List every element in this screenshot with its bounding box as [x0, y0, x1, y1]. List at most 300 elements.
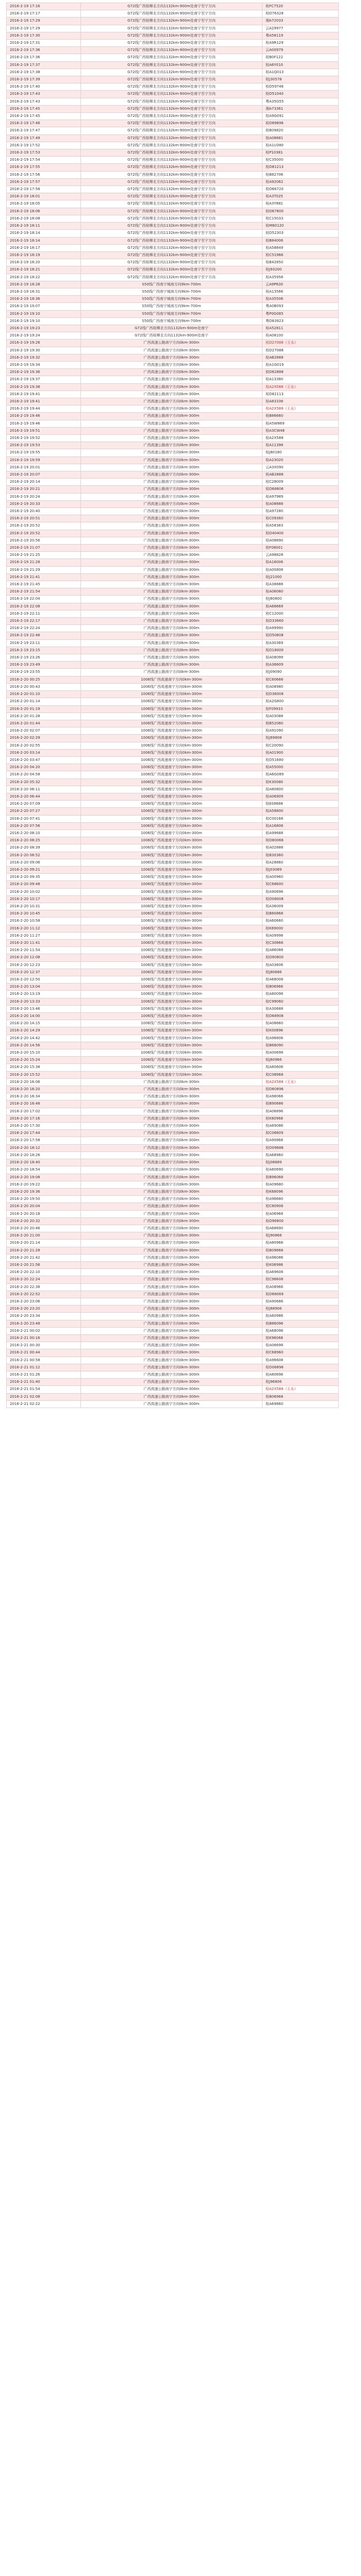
plate-cell: 桂E08688	[262, 801, 339, 808]
time-cell: 2016-2-19 17:29	[7, 25, 81, 32]
table-row	[7, 932, 339, 939]
time-cell: 2016-2-20 12:37	[7, 969, 81, 976]
table-row	[7, 764, 339, 771]
table-row	[7, 1334, 339, 1342]
location-cell: 1006线广西高速南宁方向0km-300m	[81, 881, 262, 888]
location-cell: S50线广西南宁城南方向9km-700m	[81, 281, 262, 288]
plate-cell: 桂A9G091	[262, 113, 339, 120]
location-cell: G72线广西桂柳北方向1132km-900m处南宁至宁方向	[81, 25, 262, 32]
location-cell: 广西高速公路南宁方向0km-300m	[81, 1379, 262, 1386]
table-row	[7, 134, 339, 142]
time-cell: 2016-2-19 17:39	[7, 76, 81, 83]
location-cell: 广西高速公路南宁方向0km-300m	[81, 1276, 262, 1283]
time-cell: 2016-2-19 18:14	[7, 230, 81, 237]
time-cell: 2016-2-19 17:56	[7, 171, 81, 178]
plate-cell: 云A00979	[262, 47, 339, 54]
plate-cell: 桂D66720	[262, 186, 339, 193]
plate-cell: 桂A08888	[262, 500, 339, 507]
plate-cell: 桂A08980	[262, 683, 339, 690]
location-cell: 广西高速公路南宁方向0km-300m	[81, 1115, 262, 1122]
plate-cell: 桂A80690	[262, 1166, 339, 1174]
location-cell: 1006线广西高速南宁方向0km-300m	[81, 720, 262, 727]
time-cell: 2016-2-20 08:10	[7, 829, 81, 837]
plate-cell: 桂A13380	[262, 376, 339, 383]
table-row	[7, 720, 339, 727]
plate-cell: 桂J68906	[262, 1306, 339, 1313]
location-cell: 1006线广西高速南宁方向0km-300m	[81, 801, 262, 808]
location-cell: 1006线广西高速南宁方向0km-300m	[81, 778, 262, 786]
plate-cell: 桂A58383	[262, 522, 339, 530]
table-row	[7, 888, 339, 895]
plate-cell: 桂A96806	[262, 1035, 339, 1042]
time-cell: 2016-2-20 01:14	[7, 698, 81, 705]
time-cell: 2016-2-20 10:31	[7, 903, 81, 910]
time-cell: 2016-2-19 19:32	[7, 354, 81, 361]
time-cell: 2016-2-20 22:52	[7, 1291, 81, 1298]
table-row	[7, 449, 339, 456]
plate-cell: 桂D18000	[262, 647, 339, 654]
location-cell: 广西高速公路南宁方向0km-300m	[81, 500, 262, 507]
location-cell: 广西高速公路南宁方向0km-300m	[81, 1269, 262, 1276]
time-cell: 2016-2-19 17:52	[7, 142, 81, 149]
time-cell: 2016-2-20 02:07	[7, 727, 81, 735]
table-row	[7, 200, 339, 208]
plate-cell: 桂D06896	[262, 1364, 339, 1371]
table-row	[7, 1108, 339, 1115]
plate-cell: 桂A96086	[262, 1254, 339, 1261]
table-row	[7, 1071, 339, 1078]
time-cell: 2016-2-19 20:56	[7, 537, 81, 544]
time-cell: 2016-2-19 20:14	[7, 479, 81, 486]
table-row	[7, 310, 339, 317]
time-cell: 2016-2-19 17:58	[7, 186, 81, 193]
location-cell: 1006线广西高速南宁方向0km-300m	[81, 829, 262, 837]
plate-cell: 桂A00698	[262, 1049, 339, 1057]
location-cell: G72线广西桂柳北方向1132km-900m处南宁至宁方向	[81, 105, 262, 112]
table-row	[7, 1196, 339, 1203]
plate-cell: 桂K30080	[262, 778, 339, 786]
time-cell: 2016-2-20 14:29	[7, 1027, 81, 1035]
table-row	[7, 573, 339, 581]
location-cell: G72线广西桂柳北方向1132km-900m处南宁至宁方向	[81, 186, 262, 193]
table-row	[7, 632, 339, 639]
table-row	[7, 105, 339, 112]
plate-cell: 桂C68600	[262, 881, 339, 888]
location-cell: G72线广西桂柳北方向1132km-900m处南宁至宁方向	[81, 32, 262, 39]
plate-cell: 桂D81213	[262, 164, 339, 171]
location-cell: 1006线广西高速南宁方向0km-300m	[81, 1020, 262, 1027]
location-cell: 广西高速公路南宁方向0km-300m	[81, 610, 262, 617]
location-cell: S50线广西南宁城南方向9km-700m	[81, 296, 262, 303]
table-row	[7, 1174, 339, 1181]
table-row	[7, 662, 339, 669]
location-cell: 广西高速公路南宁方向0km-300m	[81, 383, 262, 391]
location-cell: 1006线广西高速南宁方向0km-300m	[81, 735, 262, 742]
location-cell: 广西高速公路南宁方向0km-300m	[81, 1210, 262, 1217]
location-cell: S50线广西南宁城南方向9km-700m	[81, 303, 262, 310]
time-cell: 2016-2-20 08:25	[7, 837, 81, 844]
plate-cell: 桂C80906	[262, 1203, 339, 1210]
table-row	[7, 581, 339, 588]
table-row	[7, 178, 339, 185]
plate-cell: 桂F08001	[262, 545, 339, 552]
time-cell: 2016-2-19 19:36	[7, 369, 81, 376]
location-cell: G72线广西桂柳北方向1132km-900m处南宁至宁方向	[81, 193, 262, 200]
location-cell: 广西高速公路南宁方向0km-300m	[81, 1078, 262, 1086]
time-cell: 2016-2-19 23:26	[7, 654, 81, 662]
plate-cell: 桂A28860	[262, 859, 339, 866]
time-cell: 2016-2-19 22:08	[7, 603, 81, 610]
time-cell: 2016-2-21 00:30	[7, 1342, 81, 1349]
table-row	[7, 976, 339, 984]
plate-cell: 桂A09680	[262, 1181, 339, 1188]
table-row	[7, 164, 339, 171]
time-cell: 2016-2-19 17:54	[7, 157, 81, 164]
time-cell: 2016-2-21 00:58	[7, 1357, 81, 1364]
location-cell: 1006线广西高速南宁方向0km-300m	[81, 940, 262, 947]
time-cell: 2016-2-19 21:25	[7, 552, 81, 559]
time-cell: 2016-2-19 19:44	[7, 405, 81, 413]
time-cell: 2016-2-19 21:07	[7, 545, 81, 552]
location-cell: 广西高速公路南宁方向0km-300m	[81, 625, 262, 632]
table-row	[7, 427, 339, 434]
table-row	[7, 771, 339, 778]
plate-cell: 桂A06968	[262, 1210, 339, 1217]
location-cell: 广西高速公路南宁方向0km-300m	[81, 434, 262, 442]
location-cell: 广西高速公路南宁方向0km-300m	[81, 1181, 262, 1188]
time-cell: 2016-2-19 17:31	[7, 40, 81, 47]
table-row	[7, 288, 339, 295]
time-cell: 2016-2-20 07:09	[7, 801, 81, 808]
time-cell: 2016-2-19 21:28	[7, 559, 81, 566]
location-cell: 1006线广西高速南宁方向0km-300m	[81, 1005, 262, 1012]
location-cell: 1006线广西高速南宁方向0km-300m	[81, 984, 262, 991]
location-cell: 广西高速公路南宁方向0km-300m	[81, 545, 262, 552]
table-row	[7, 1240, 339, 1247]
table-row	[7, 530, 339, 537]
plate-cell: 桂D96800	[262, 1217, 339, 1225]
plate-cell: 桂J69808	[262, 735, 339, 742]
plate-cell: 桂P10381	[262, 149, 339, 157]
table-row	[7, 500, 339, 507]
table-row	[7, 157, 339, 164]
table-row	[7, 1188, 339, 1195]
location-cell: 广西高速公路南宁方向0km-300m	[81, 1151, 262, 1159]
plate-cell: 桂A80800	[262, 786, 339, 793]
table-row	[7, 230, 339, 237]
plate-cell: 桂A90866	[262, 1137, 339, 1144]
table-row	[7, 1217, 339, 1225]
time-cell: 2016-2-20 20:46	[7, 1225, 81, 1232]
plate-cell: 桂A35506	[262, 296, 339, 303]
table-row	[7, 537, 339, 544]
plate-cell: 桂A00808	[262, 566, 339, 573]
plate-cell: 桂D50608	[262, 632, 339, 639]
location-cell: G72线广西桂柳北方向1132km-900m处南宁至宁方向	[81, 10, 262, 18]
location-cell: G72线广西桂柳北方向1132km-900m处南宁至宁方向	[81, 215, 262, 222]
plate-cell: 桂D60896	[262, 1086, 339, 1093]
location-cell: 广西高速公路南宁方向0km-300m	[81, 1130, 262, 1137]
table-row	[7, 603, 339, 610]
time-cell: 2016-2-20 20:18	[7, 1210, 81, 1217]
table-row	[7, 984, 339, 991]
plate-cell: 桂C30866	[262, 940, 339, 947]
time-cell: 2016-2-20 23:48	[7, 1320, 81, 1327]
location-cell: 1006线广西高速南宁方向0km-300m	[81, 786, 262, 793]
table-row	[7, 1093, 339, 1100]
plate-cell: 桂A6G089	[262, 771, 339, 778]
location-cell: 广西高速公路南宁方向0km-300m	[81, 1086, 262, 1093]
location-cell: 广西高速公路南宁方向0km-300m	[81, 1137, 262, 1144]
location-cell: 广西高速公路南宁方向0km-300m	[81, 1261, 262, 1268]
table-row	[7, 610, 339, 617]
location-cell: G72线广西桂柳北方向1132km-900m处南宁至宁方向	[81, 237, 262, 244]
location-cell: 1006线广西高速南宁方向0km-300m	[81, 793, 262, 800]
plate-cell: 桂F09933	[262, 705, 339, 713]
plate-cell: 桂C28009	[262, 479, 339, 486]
table-row	[7, 127, 339, 134]
table-row	[7, 676, 339, 683]
records-table	[6, 3, 339, 1408]
table-row	[7, 25, 339, 32]
table-row	[7, 76, 339, 83]
table-row	[7, 1232, 339, 1240]
time-cell: 2016-2-19 19:51	[7, 427, 81, 434]
location-cell: G72线广西桂柳北方向1132km-900m处南宁至宁方向	[81, 76, 262, 83]
time-cell: 2016-2-20 06:44	[7, 793, 81, 800]
location-cell: 广西高速公路南宁方向0km-300m	[81, 1159, 262, 1166]
time-cell: 2016-2-19 17:53	[7, 149, 81, 157]
time-cell: 2016-2-19 23:15	[7, 647, 81, 654]
table-row	[7, 566, 339, 573]
plate-cell: 桂A01900	[262, 749, 339, 756]
plate-cell: 桂D40400	[262, 530, 339, 537]
location-cell: 1006线广西高速南宁方向0km-300m	[81, 713, 262, 720]
table-row	[7, 1086, 339, 1093]
table-row	[7, 998, 339, 1005]
plate-cell: 桂C51966	[262, 251, 339, 259]
plate-cell: 桂A80696	[262, 1371, 339, 1378]
plate-cell: 桂J03089	[262, 866, 339, 873]
location-cell: 广西高速公路南宁方向0km-300m	[81, 654, 262, 662]
table-row	[7, 1035, 339, 1042]
location-cell: G72线广西桂柳北方向1132km-900m处南宁	[81, 332, 262, 340]
location-cell: 1006线广西高速南宁方向0km-300m	[81, 852, 262, 859]
location-cell: G72线广西桂柳北方向1132km-900m处南宁至宁方向	[81, 69, 262, 76]
table-row	[7, 793, 339, 800]
plate-cell: 桂A2X588（王永）	[262, 383, 339, 391]
time-cell: 2016-2-21 01:26	[7, 1371, 81, 1378]
plate-cell: 桂J60800	[262, 596, 339, 603]
location-cell: G72线广西桂柳北方向1132km-900m处南宁至宁方向	[81, 200, 262, 208]
time-cell: 2016-2-19 18:28	[7, 281, 81, 288]
plate-cell: 桂D09686	[262, 1144, 339, 1151]
time-cell: 2016-2-19 17:43	[7, 98, 81, 105]
plate-cell: 湘A73361	[262, 105, 339, 112]
table-row	[7, 596, 339, 603]
location-cell: G72线广西桂柳北方向1132km-900m处南宁至宁方向	[81, 208, 262, 215]
time-cell: 2016-2-19 18:22	[7, 274, 81, 281]
plate-cell: 桂A69860	[262, 1400, 339, 1408]
plate-cell: 桂A98066	[262, 1093, 339, 1100]
table-row	[7, 244, 339, 251]
location-cell: S50线广西南宁城南方向9km-700m	[81, 310, 262, 317]
time-cell: 2016-2-20 10:02	[7, 888, 81, 895]
table-row	[7, 852, 339, 859]
time-cell: 2016-2-20 22:38	[7, 1283, 81, 1291]
time-cell: 2016-2-20 18:12	[7, 1144, 81, 1151]
location-cell: 1006线广西高速南宁方向0km-300m	[81, 998, 262, 1005]
table-row	[7, 420, 339, 427]
location-cell: 广西高速公路南宁方向0km-300m	[81, 1166, 262, 1174]
plate-cell: 桂D59746	[262, 83, 339, 91]
location-cell: 1006线广西高速南宁方向0km-300m	[81, 1035, 262, 1042]
plate-cell: 桂A83338	[262, 398, 339, 405]
table-row	[7, 391, 339, 398]
plate-cell: 桂B86660	[262, 413, 339, 420]
time-cell: 2016-2-19 18:19	[7, 251, 81, 259]
time-cell: 2016-2-19 17:43	[7, 91, 81, 98]
time-cell: 2016-2-19 17:37	[7, 61, 81, 69]
plate-cell: 桂J93200	[262, 266, 339, 274]
time-cell: 2016-2-20 13:19	[7, 991, 81, 998]
time-cell: 2016-2-20 14:00	[7, 1013, 81, 1020]
time-cell: 2016-2-20 00:43	[7, 683, 81, 690]
location-cell: G72线广西桂柳北方向1132km-900m处南宁至宁方向	[81, 164, 262, 171]
table-row	[7, 354, 339, 361]
time-cell: 2016-2-19 20:33	[7, 500, 81, 507]
table-row	[7, 1386, 339, 1393]
time-cell: 2016-2-19 22:17	[7, 618, 81, 625]
table-row	[7, 683, 339, 690]
time-cell: 2016-2-20 13:33	[7, 998, 81, 1005]
time-cell: 2016-2-20 14:42	[7, 1035, 81, 1042]
table-row	[7, 829, 339, 837]
time-cell: 2016-2-19 20:21	[7, 486, 81, 493]
location-cell: 1006线广西高速南宁方向0km-300m	[81, 705, 262, 713]
time-cell: 2016-2-20 07:41	[7, 815, 81, 822]
plate-cell: 桂B68090	[262, 1042, 339, 1049]
plate-cell: 粤D83923	[262, 317, 339, 325]
time-cell: 2016-2-20 11:12	[7, 925, 81, 932]
table-row	[7, 822, 339, 829]
table-row	[7, 1320, 339, 1327]
location-cell: 广西高速公路南宁方向0km-300m	[81, 1123, 262, 1130]
table-row	[7, 1013, 339, 1020]
time-cell: 2016-2-19 17:57	[7, 178, 81, 185]
table-row	[7, 223, 339, 230]
time-cell: 2016-2-20 17:58	[7, 1137, 81, 1144]
location-cell: 1006线广西高速南宁方向0km-300m	[81, 822, 262, 829]
location-cell: 广西高速公路南宁方向0km-300m	[81, 573, 262, 581]
time-cell: 2016-2-19 17:30	[7, 32, 81, 39]
plate-cell: 桂A2X588	[262, 434, 339, 442]
plate-cell: 桂A11398	[262, 442, 339, 449]
location-cell: 广西高速公路南宁方向0km-300m	[81, 515, 262, 522]
time-cell: 2016-2-19 19:23	[7, 325, 81, 332]
plate-cell: 桂A90696	[262, 888, 339, 895]
plate-cell: 桂A3Y881	[262, 200, 339, 208]
location-cell: G72线广西桂柳北方向1132km-900m处南宁至宁方向	[81, 83, 262, 91]
table-row	[7, 1254, 339, 1261]
plate-cell: 桂C00166	[262, 815, 339, 822]
time-cell: 2016-2-19 18:01	[7, 193, 81, 200]
table-row	[7, 171, 339, 178]
time-cell: 2016-2-19 19:37	[7, 376, 81, 383]
location-cell: 广西高速公路南宁方向0km-300m	[81, 347, 262, 354]
table-row	[7, 54, 339, 61]
plate-cell: 桂A35958	[262, 274, 339, 281]
table-row	[7, 113, 339, 120]
table-row	[7, 493, 339, 500]
time-cell: 2016-2-20 21:28	[7, 1247, 81, 1254]
table-row	[7, 1327, 339, 1334]
location-cell: 1006线广西高速南宁方向0km-300m	[81, 859, 262, 866]
table-row	[7, 1115, 339, 1122]
table-row	[7, 149, 339, 157]
table-row	[7, 1100, 339, 1108]
time-cell: 2016-2-20 20:04	[7, 1203, 81, 1210]
table-row	[7, 69, 339, 76]
location-cell: G72线广西桂柳北方向1132km-900m处南宁至宁方向	[81, 3, 262, 10]
time-cell: 2016-2-19 18:06	[7, 208, 81, 215]
plate-cell: 桂C15033	[262, 215, 339, 222]
time-cell: 2016-2-20 09:35	[7, 874, 81, 881]
time-cell: 2016-2-20 16:20	[7, 1086, 81, 1093]
plate-cell: 桂D89696	[262, 120, 339, 127]
time-cell: 2016-2-19 23:55	[7, 669, 81, 676]
time-cell: 2016-2-20 16:06	[7, 1078, 81, 1086]
location-cell: 广西高速公路南宁方向0km-300m	[81, 1174, 262, 1181]
plate-cell: 桂A13566	[262, 288, 339, 295]
plate-cell: 桂A3CW48	[262, 427, 339, 434]
location-cell: 1006线广西高速南宁方向0km-300m	[81, 698, 262, 705]
plate-cell: 桂K80968	[262, 1115, 339, 1122]
time-cell: 2016-2-20 21:56	[7, 1261, 81, 1268]
location-cell: 广西高速公路南宁方向0km-300m	[81, 449, 262, 456]
location-cell: G72线广西桂柳北方向1132km-900m处南宁至宁方向	[81, 40, 262, 47]
location-cell: 1006线广西高速南宁方向0km-300m	[81, 969, 262, 976]
table-row	[7, 954, 339, 961]
location-cell: 广西高速公路南宁方向0km-300m	[81, 559, 262, 566]
location-cell: 广西高速公路南宁方向0km-300m	[81, 442, 262, 449]
plate-cell: 桂C68960	[262, 1349, 339, 1357]
table-row	[7, 639, 339, 647]
location-cell: 1006线广西高速南宁方向0km-300m	[81, 844, 262, 852]
time-cell: 2016-2-20 10:58	[7, 918, 81, 925]
plate-cell: 粤A0B093	[262, 303, 339, 310]
time-cell: 2016-2-20 22:24	[7, 1276, 81, 1283]
time-cell: 2016-2-20 09:48	[7, 881, 81, 888]
time-cell: 2016-2-20 10:17	[7, 895, 81, 903]
time-cell: 2016-2-19 18:11	[7, 223, 81, 230]
location-cell: 广西高速公路南宁方向0km-300m	[81, 639, 262, 647]
table-row	[7, 186, 339, 193]
table-row	[7, 508, 339, 515]
plate-cell: 桂D76328	[262, 10, 339, 18]
location-cell: G72线广西桂柳北方向1132km-900m处南宁至宁方向	[81, 149, 262, 157]
plate-cell: 桂A06896	[262, 1108, 339, 1115]
time-cell: 2016-2-19 19:30	[7, 347, 81, 354]
location-cell: 1006线广西高速南宁方向0km-300m	[81, 866, 262, 873]
table-row	[7, 910, 339, 918]
location-cell: G72线广西桂柳北方向1132km-900m处南宁至宁方向	[81, 171, 262, 178]
table-row	[7, 844, 339, 852]
table-row	[7, 1049, 339, 1057]
location-cell: 1006线广西高速南宁方向0km-300m	[81, 1071, 262, 1078]
plate-cell: 桂A2X588（王永）	[262, 1078, 339, 1086]
plate-cell: 桂A68960	[262, 1151, 339, 1159]
